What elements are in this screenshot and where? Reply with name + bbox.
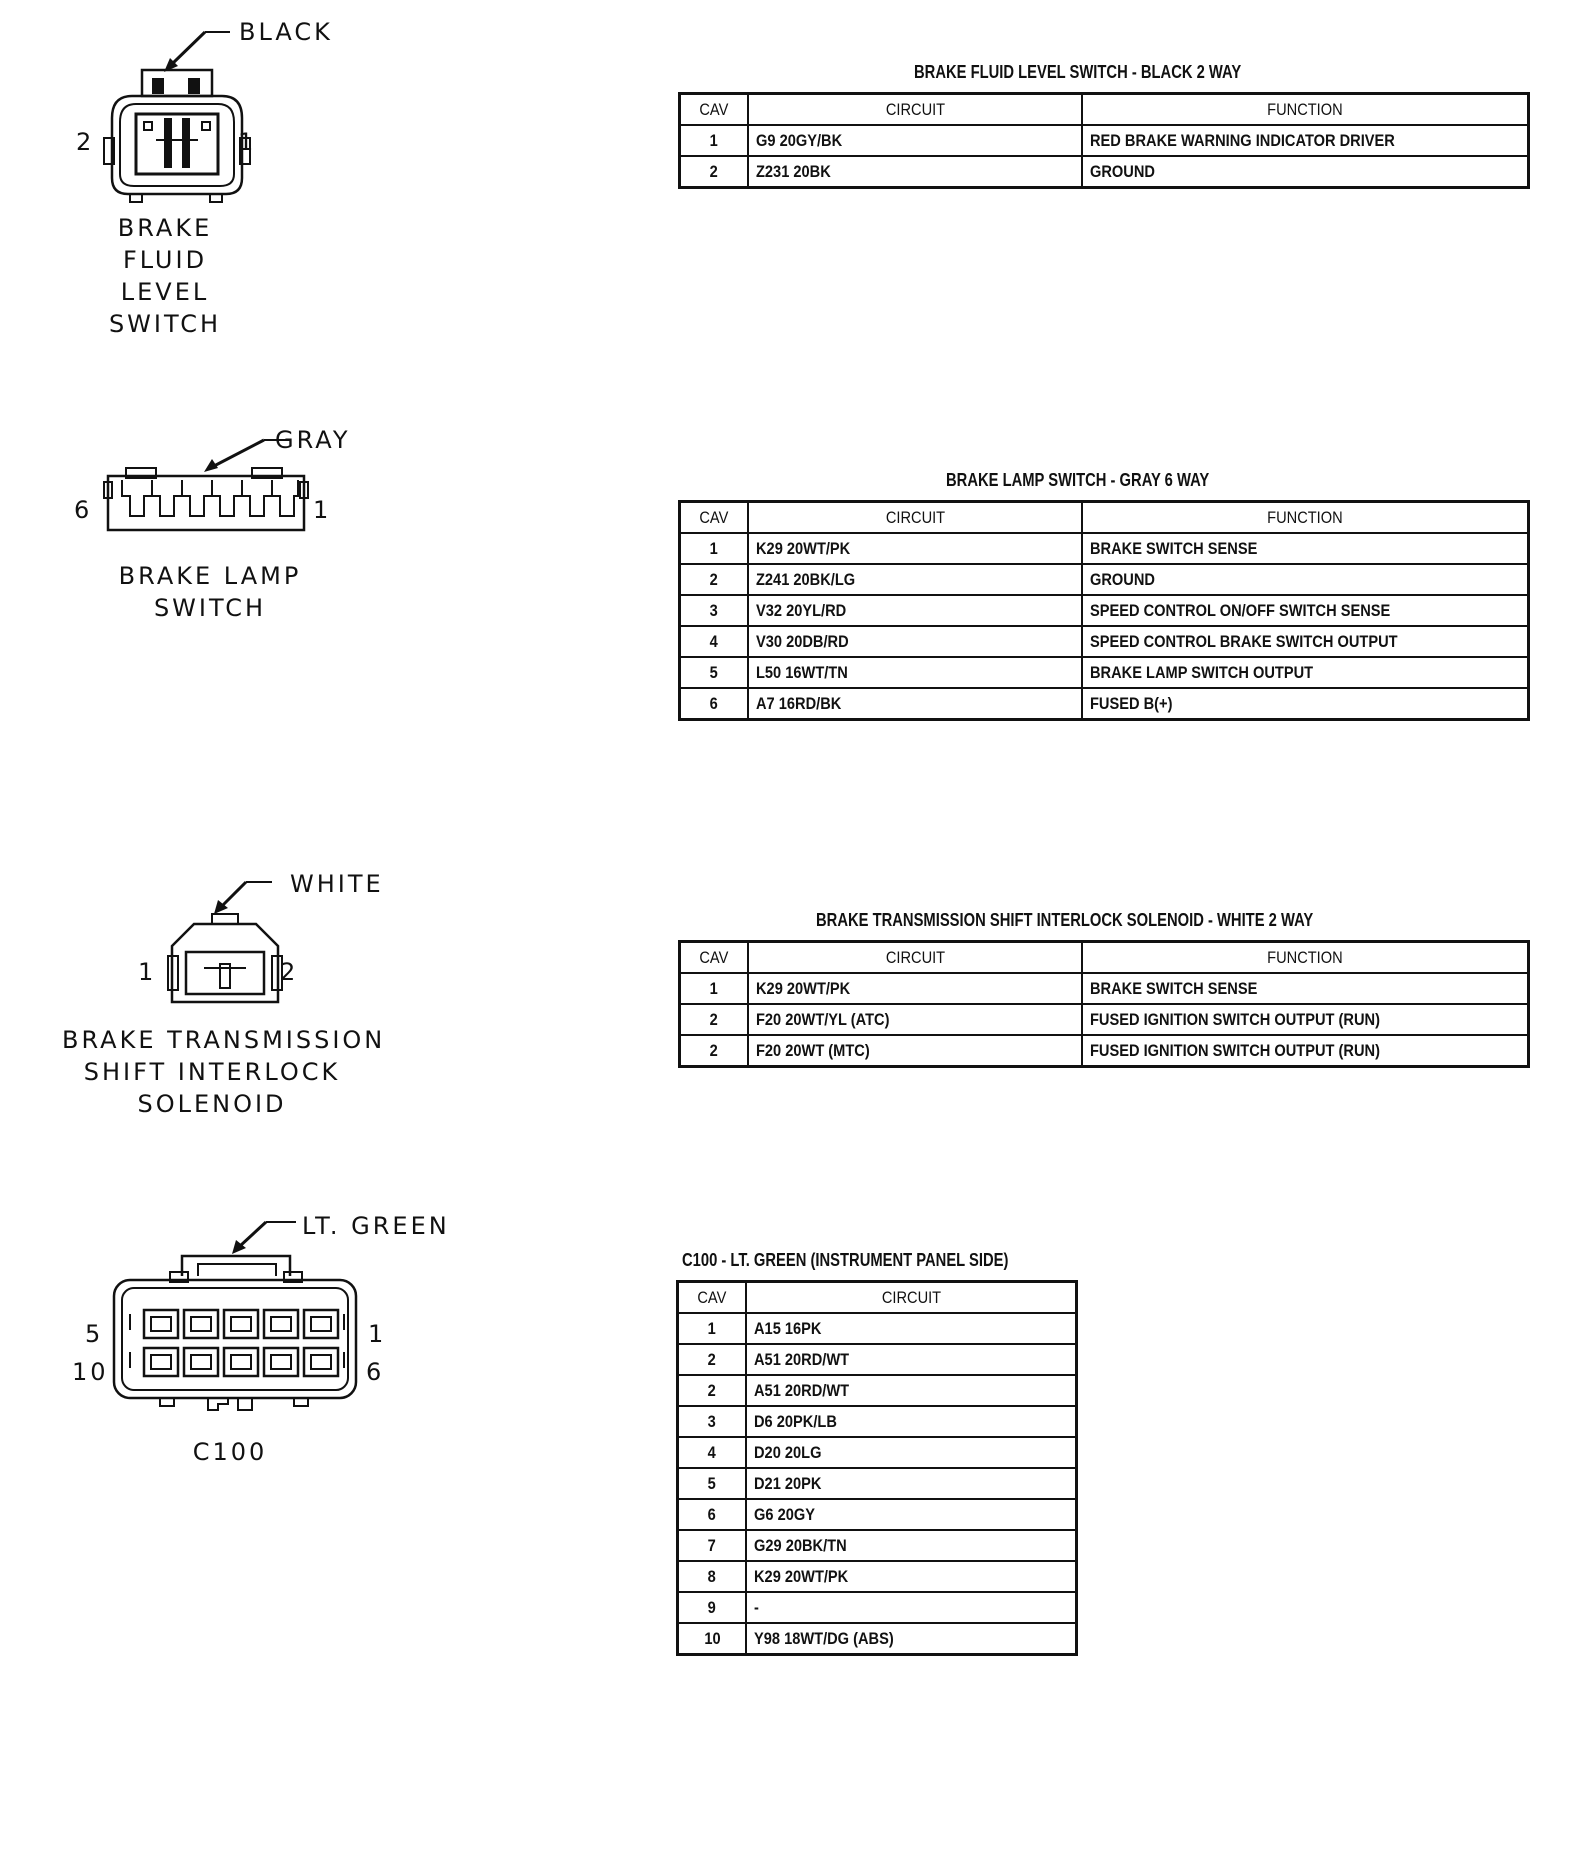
cell-circuit: Y98 18WT/DG (ABS)	[746, 1623, 1077, 1655]
cell-circuit: K29 20WT/PK	[748, 533, 1082, 564]
cell-cav: 6	[680, 688, 749, 720]
cell-circuit: K29 20WT/PK	[746, 1561, 1077, 1592]
table-row	[678, 1375, 1077, 1406]
cell-cav: 1	[678, 1313, 747, 1344]
cell-cav: 4	[680, 626, 749, 657]
header-circuit: CIRCUIT	[748, 502, 1082, 534]
cell-cav: 3	[678, 1406, 747, 1437]
pin-label-bottom-left: 10	[72, 1358, 109, 1386]
table-header-row	[680, 502, 1529, 534]
connector-name-line: C100	[192, 1438, 268, 1466]
connector-name-line: FLUID	[122, 246, 208, 274]
connector-name-line: BRAKE LAMP	[118, 562, 302, 590]
pin-label-top-right: 1	[368, 1320, 387, 1348]
cell-circuit: A7 16RD/BK	[748, 688, 1082, 720]
cell-function: GROUND	[1082, 564, 1529, 595]
table-row	[678, 1468, 1077, 1499]
cell-circuit: K29 20WT/PK	[748, 973, 1082, 1004]
cell-cav: 2	[680, 1035, 749, 1067]
cell-cav: 4	[678, 1437, 747, 1468]
table-row	[680, 595, 1529, 626]
cell-circuit: F20 20WT/YL (ATC)	[748, 1004, 1082, 1035]
pin-label-right: 1	[313, 496, 332, 524]
table-title: BRAKE TRANSMISSION SHIFT INTERLOCK SOLENOID - WHITE 2 WAY	[816, 910, 1314, 930]
connector-name-line: SOLENOID	[137, 1090, 287, 1118]
connector-name-line: BRAKE	[117, 214, 213, 242]
header-circuit: CIRCUIT	[746, 1282, 1077, 1314]
cell-circuit: Z231 20BK	[748, 156, 1082, 188]
connector-drawing	[160, 868, 300, 1018]
cell-cav: 1	[680, 533, 749, 564]
header-cav: CAV	[678, 1282, 747, 1314]
connector-color-label: GRAY	[275, 426, 351, 454]
cell-function: SPEED CONTROL ON/OFF SWITCH SENSE	[1082, 595, 1529, 626]
cell-function: GROUND	[1082, 156, 1529, 188]
table-row	[680, 626, 1529, 657]
header-function: FUNCTION	[1082, 94, 1529, 126]
cell-circuit: A51 20RD/WT	[746, 1344, 1077, 1375]
cell-circuit: L50 16WT/TN	[748, 657, 1082, 688]
table-row	[678, 1623, 1077, 1655]
table-row	[678, 1530, 1077, 1561]
table-row	[680, 564, 1529, 595]
pinout-table	[678, 92, 1530, 189]
table-row	[678, 1592, 1077, 1623]
cell-cav: 2	[678, 1375, 747, 1406]
table-title: BRAKE LAMP SWITCH - GRAY 6 WAY	[946, 470, 1210, 490]
cell-function: FUSED IGNITION SWITCH OUTPUT (RUN)	[1082, 1035, 1529, 1067]
table-row	[678, 1313, 1077, 1344]
pin-label-right: 2	[280, 958, 299, 986]
connector-name	[160, 1436, 300, 1468]
table-header-row	[678, 1282, 1077, 1314]
connector-color-label: WHITE	[290, 870, 384, 898]
table-row	[678, 1561, 1077, 1592]
pin-label-left: 1	[138, 958, 157, 986]
header-cav: CAV	[680, 502, 749, 534]
connector-name-line: BRAKE TRANSMISSION	[62, 1026, 386, 1054]
pin-label-top-left: 5	[85, 1320, 104, 1348]
table-title: BRAKE FLUID LEVEL SWITCH - BLACK 2 WAY	[914, 62, 1242, 82]
cell-cav: 10	[678, 1623, 747, 1655]
table-row	[680, 688, 1529, 720]
cell-circuit: A15 16PK	[746, 1313, 1077, 1344]
cell-circuit: F20 20WT (MTC)	[748, 1035, 1082, 1067]
table-row	[680, 1004, 1529, 1035]
table-row	[680, 1035, 1529, 1067]
pin-label-bottom-right: 6	[366, 1358, 385, 1386]
table-row	[680, 156, 1529, 188]
cell-circuit: Z241 20BK/LG	[748, 564, 1082, 595]
connector-name-line: SWITCH	[153, 594, 267, 622]
cell-function: BRAKE SWITCH SENSE	[1082, 533, 1529, 564]
cell-cav: 2	[680, 1004, 749, 1035]
pin-label-left: 6	[74, 496, 93, 524]
pinout-table	[676, 1280, 1078, 1656]
connector-name	[110, 560, 310, 624]
header-cav: CAV	[680, 94, 749, 126]
cell-cav: 2	[680, 564, 749, 595]
table-row	[678, 1344, 1077, 1375]
table-row	[680, 657, 1529, 688]
cell-circuit: A51 20RD/WT	[746, 1375, 1077, 1406]
cell-circuit: -	[746, 1592, 1077, 1623]
connector-name-line: SHIFT INTERLOCK	[83, 1058, 341, 1086]
cell-cav: 9	[678, 1592, 747, 1623]
connector-name-line: SWITCH	[108, 310, 222, 338]
connector-name-line: LEVEL	[120, 278, 210, 306]
table-row	[678, 1406, 1077, 1437]
table-header-row	[680, 942, 1529, 974]
table-header-row	[680, 94, 1529, 126]
table-row	[678, 1437, 1077, 1468]
table-row	[680, 533, 1529, 564]
cell-circuit: G6 20GY	[746, 1499, 1077, 1530]
connector-color-label: BLACK	[239, 18, 333, 46]
header-cav: CAV	[680, 942, 749, 974]
cell-circuit: D6 20PK/LB	[746, 1406, 1077, 1437]
cell-cav: 5	[680, 657, 749, 688]
cell-cav: 6	[678, 1499, 747, 1530]
table-row	[680, 973, 1529, 1004]
cell-circuit: V30 20DB/RD	[748, 626, 1082, 657]
cell-function: RED BRAKE WARNING INDICATOR DRIVER	[1082, 125, 1529, 156]
cell-function: BRAKE SWITCH SENSE	[1082, 973, 1529, 1004]
table-row	[678, 1499, 1077, 1530]
table-row	[680, 125, 1529, 156]
connector-color-label: LT. GREEN	[302, 1212, 450, 1240]
cell-cav: 2	[678, 1344, 747, 1375]
header-function: FUNCTION	[1082, 942, 1529, 974]
cell-cav: 2	[680, 156, 749, 188]
pin-label-left: 2	[76, 128, 95, 156]
cell-function: FUSED B(+)	[1082, 688, 1529, 720]
cell-function: BRAKE LAMP SWITCH OUTPUT	[1082, 657, 1529, 688]
cell-cav: 8	[678, 1561, 747, 1592]
pinout-table	[678, 500, 1530, 721]
header-circuit: CIRCUIT	[748, 942, 1082, 974]
connector-diagram-shift-interlock	[160, 868, 300, 1018]
header-circuit: CIRCUIT	[748, 94, 1082, 126]
cell-cav: 1	[680, 973, 749, 1004]
pin-label-right: 1	[238, 128, 257, 156]
cell-circuit: G9 20GY/BK	[748, 125, 1082, 156]
cell-function: SPEED CONTROL BRAKE SWITCH OUTPUT	[1082, 626, 1529, 657]
cell-function: FUSED IGNITION SWITCH OUTPUT (RUN)	[1082, 1004, 1529, 1035]
header-function: FUNCTION	[1082, 502, 1529, 534]
cell-cav: 1	[680, 125, 749, 156]
cell-cav: 5	[678, 1468, 747, 1499]
cell-circuit: G29 20BK/TN	[746, 1530, 1077, 1561]
pinout-table	[678, 940, 1530, 1068]
cell-circuit: D21 20PK	[746, 1468, 1077, 1499]
cell-cav: 7	[678, 1530, 747, 1561]
cell-circuit: V32 20YL/RD	[748, 595, 1082, 626]
connector-name	[62, 1024, 386, 1120]
table-title: C100 - LT. GREEN (INSTRUMENT PANEL SIDE)	[682, 1250, 1009, 1270]
connector-name	[105, 212, 225, 340]
cell-circuit: D20 20LG	[746, 1437, 1077, 1468]
cell-cav: 3	[680, 595, 749, 626]
